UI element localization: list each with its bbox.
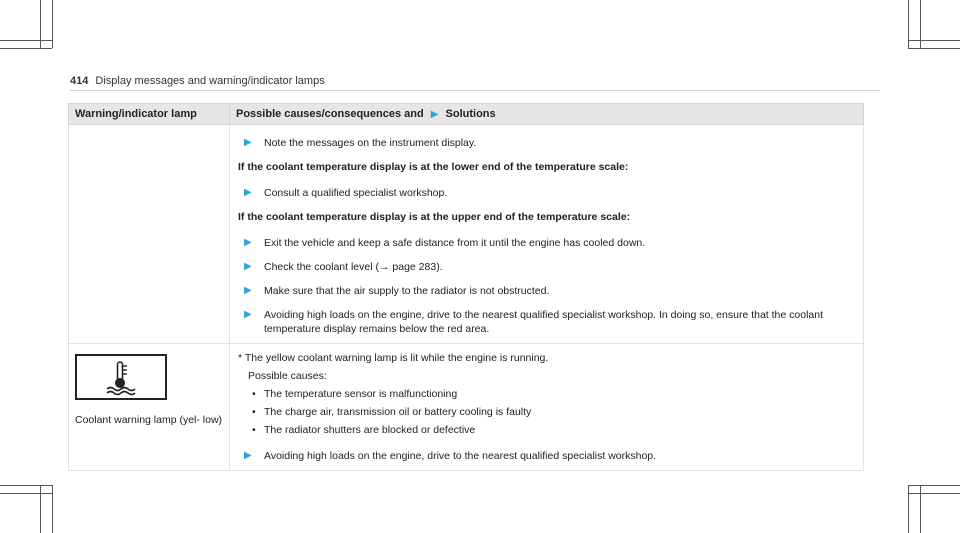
list-item: • The charge air, transmission oil or battery cooling is faulty: [248, 405, 857, 419]
crop-mark: [0, 40, 52, 41]
header-divider: [70, 90, 880, 91]
coolant-temperature-icon: [75, 354, 167, 400]
step-text: Consult a qualified specialist workshop.: [264, 187, 448, 199]
condition-heading: If the coolant temperature display is at the upper end of the temperature scale:: [238, 211, 631, 223]
solution-step: [238, 449, 857, 463]
arrow-icon: ▶: [244, 187, 252, 198]
table-row: [69, 125, 864, 344]
step-text: Note the messages on the instrument display.: [264, 137, 477, 149]
col-header-suffix: Solutions: [445, 107, 496, 120]
arrow-icon: ▶: [244, 450, 252, 461]
step-text: Avoiding high loads on the engine, drive to the nearest qualified specialist workshop. In doing so, ensure that the coolant temperature display remains below the red area.: [264, 309, 824, 335]
solutions-cell: [230, 344, 864, 471]
list-item: • The temperature sensor is malfunctioning: [248, 387, 857, 401]
running-header: [70, 75, 880, 87]
solution-step: [238, 308, 857, 336]
crop-mark: [52, 485, 53, 533]
section-title: Display messages and warning/indicator lamps: [95, 75, 325, 87]
arrow-icon: ▶: [244, 285, 252, 296]
crop-mark: [52, 0, 53, 48]
warning-lamp-table: [68, 103, 864, 471]
solution-step: [238, 260, 857, 274]
arrow-icon: ▶: [244, 261, 252, 272]
page-number: 414: [70, 75, 89, 87]
causes-label: Possible causes:: [248, 370, 327, 382]
crop-mark: [0, 493, 52, 494]
lamp-cell-empty: [69, 125, 230, 344]
arrow-icon: ▶: [430, 108, 439, 120]
solution-step: [238, 186, 857, 200]
crop-mark: [0, 48, 52, 49]
crop-mark: [908, 493, 960, 494]
step-text: Avoiding high loads on the engine, drive to the nearest qualified specialist workshop.: [264, 450, 657, 462]
crop-mark: [0, 485, 52, 486]
solution-step: [238, 236, 857, 250]
col-header-solutions: [230, 104, 864, 125]
crop-mark: [908, 40, 960, 41]
step-text: Check the coolant level (→ page 283).: [264, 261, 443, 273]
list-item: • The radiator shutters are blocked or defective: [248, 423, 857, 437]
col-header-lamp: Warning/indicator lamp: [69, 104, 230, 125]
table-row: [69, 344, 864, 471]
arrow-icon: ▶: [244, 137, 252, 148]
condition-heading: If the coolant temperature display is at the lower end of the temperature scale:: [238, 161, 629, 173]
arrow-icon: ▶: [244, 309, 252, 320]
solution-step: [238, 284, 857, 298]
lamp-label: Coolant warning lamp (yel- low): [75, 414, 223, 426]
solution-step: [238, 136, 857, 150]
lamp-cell: [69, 344, 230, 471]
step-text: Make sure that the air supply to the radiator is not obstructed.: [264, 285, 550, 297]
crop-mark: [908, 485, 960, 486]
arrow-icon: ▶: [244, 237, 252, 248]
step-text: Exit the vehicle and keep a safe distance from it until the engine has cooled down.: [264, 237, 646, 249]
table-header-row: [69, 104, 864, 125]
col-header-prefix: Possible causes/consequences and: [236, 107, 424, 120]
crop-mark: [908, 48, 960, 49]
lamp-description: * The yellow coolant warning lamp is lit while the engine is running.: [238, 352, 549, 364]
solutions-cell: [230, 125, 864, 344]
causes-block: [238, 369, 857, 437]
